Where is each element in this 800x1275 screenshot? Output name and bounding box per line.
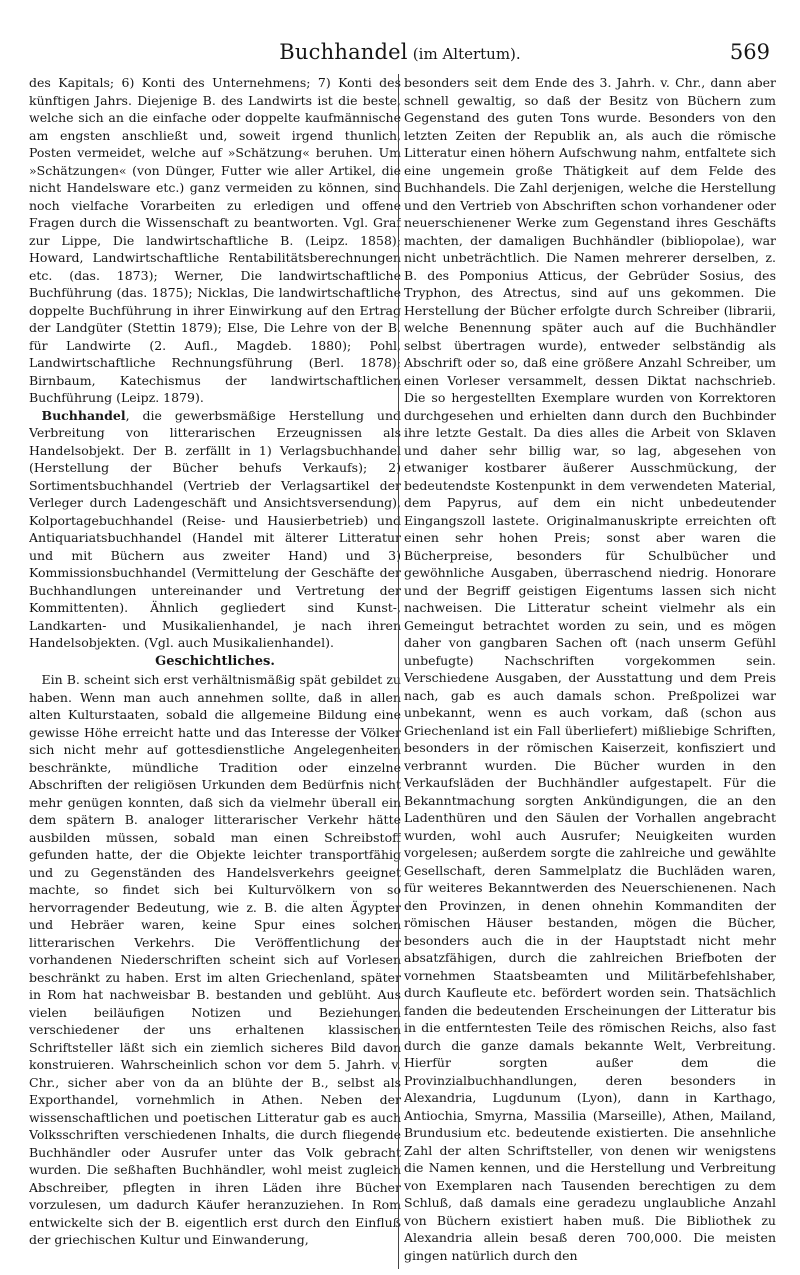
- paragraph-continuation: des Kapitals; 6) Konti des Unternehmens; 7) Konti des künftigen Jahrs. Diejenige B. des Landwirts ist die beste, welche sich an die einfache oder doppelte kaufmännische am engsten anschließt und, soweit irgend thunlich, Posten vermeidet, welche auf »Schätzung« beruhen. Um »Schätzungen« (von Dünger, Futter wie aller Artikel, die nicht Handelsware etc.) ganz vermeiden zu können, sind noch vielfache Vorarbeiten zu erledigen und offene Fragen durch die Wissenschaft zu beantworten. Vgl. Graf zur Lippe, Die landwirtschaftliche B. (Leipz. 1858); Howard, Landwirtschaftliche Rentabilitätsberechnungen etc. (das. 1873); Werner, Die landwirtschaftliche Buchführung (das. 1875); Nicklas, Die landwirtschaftliche doppelte Buchführung in ihrer Einwirkung auf den Ertrag der Landgüter (Stettin 1879); Else, Die Lehre von der B. für Landwirte (2. Aufl., Magdeb. 1880); Pohl, Landwirtschaftliche Rechnungsführung (Berl. 1878); Birnbaum, Katechismus der landwirtschaftlichen Buchführung (Leipz. 1879).: [29, 75, 401, 405]
- entry-paragraph: [29, 407, 401, 652]
- page-header: [30, 40, 770, 70]
- section-subheading: Geschichtliches.: [155, 653, 275, 669]
- left-column: [29, 74, 401, 1269]
- entry-lemma: Buchhandel: [41, 407, 126, 423]
- entry-definition: , die gewerbsmäßige Herstellung und Verbreitung von litterarischen Erzeugnissen als Handelsobjekt. Der B. zerfällt in 1) Verlagsbuchhandel (Herstellung der Bücher behufs Verkaufs); 2) Sortimentsbuchhandel (Vertrieb der Verlagsartikel der Verleger durch Ladengeschäft und Ansichtsversendung), Kolportagebuchhandel (Reise- und Hausierbetrieb) und Antiquariatsbuchhandel (Handel mit älterer Litteratur und mit Büchern aus zweiter Hand) und 3) Kommissionsbuchhandel (Vermittelung der Geschäfte der Buchhandlungen untereinander und Vertretung der Kommittenten). Ähnlich gegliedert sind Kunst-, Landkarten- und Musikalienhandel, je nach ihren Handelsobjekten. (Vgl. auch Musikalienhandel).: [29, 407, 401, 650]
- history-continuation: besonders seit dem Ende des 3. Jahrh. v. Chr., dann aber schnell gewaltig, so daß der Besitz von Büchern zum Gegenstand des guten Tons wurde. Besonders von den letzten Zeiten der Republik an, als auch die römische Litteratur einen höhern Aufschwung nahm, entfaltete sich eine ungemein große Thätigkeit auf dem Felde des Buchhandels. Die Zahl derjenigen, welche die Herstellung und den Vertrieb von Abschriften schon vorhandener oder neuerschienener Werke zum Gegenstand ihres Geschäfts machten, der damaligen Buchhändler (bibliopolae), war nicht unbeträchtlich. Die Namen mehrerer derselben, z. B. des Pomponius Atticus, der Gebrüder Sosius, des Tryphon, des Atrectus, sind auf uns gekommen. Die Herstellung der Bücher erfolgte durch Schreiber (librarii, welche Benennung später auch auf die Buchhändler selbst übertragen wurde), entweder selbständig als Abschrift oder so, daß eine größere Anzahl Schreiber, um einen Vorleser versammelt, dessen Diktat nachschrieb. Die so hergestellten Exemplare wurden von Korrektoren durchgesehen und erhielten dann durch den Buchbinder ihre letzte Gestalt. Da dies alles die Arbeit von Sklaven und daher sehr billig war, so lag, abgesehen von etwaniger kostbarer äußerer Ausschmückung, der bedeutendste Kostenpunkt in dem verwendeten Material, dem Papyrus, auf dem ein nicht unbedeutender Eingangszoll lastete. Originalmanuskripte erreichten oft einen sehr hohen Preis; sonst aber waren die Bücherpreise, besonders für Schulbücher und gewöhnliche Ausgaben, überraschend niedrig. Honorare und der Begriff geistigen Eigentums lassen sich nicht nachweisen. Die Litteratur scheint vielmehr als ein Gemeingut betrachtet worden zu sein, und es mögen daher von gangbaren Sachen oft (nach unserm Gefühl unbefugte) Nachschriften vorgekommen sein. Verschiedene Ausgaben, der Ausstattung und dem Preis nach, gab es auch damals schon. Preßpolizei war unbekannt, wenn es auch vorkam, daß (schon aus Griechenland ist ein Fall überliefert) mißliebige Schriften, besonders in der römischen Kaiserzeit, konfisziert und verbrannt wurden. Die Bücher wurden in den Verkaufsläden der Buchhändler aufgestapelt. Für die Bekanntmachung sorgten Ankündigungen, die an den Ladenthüren und den Säulen der Vorhallen angebracht wurden, wohl auch Ausrufer; Neuigkeiten wurden vorgelesen; außerdem sorgte die zahlreiche und gewählte Gesellschaft, deren Sammelplatz die Buchläden waren, für weiteres Bekanntwerden des Neuerschienenen. Nach den Provinzen, in denen ohnehin Kommanditen der römischen Häuser bestanden, mögen die Bücher, besonders auch die in der Hauptstadt nicht mehr absatzfähigen, durch die zahlreichen Briefboten der vornehmen Staatsbeamten und Militärbefehlshaber, durch Kaufleute etc. befördert worden sein. Thatsächlich fanden die bedeutenden Erscheinungen der Litteratur bis in die entferntesten Teile des römischen Reichs, also fast durch die ganze damals bekannte Welt, Verbreitung. Hierfür sorgten außer dem die Provinzialbuchhandlungen, deren besonders in Alexandria, Lugdunum (Lyon), dann in Karthago, Antiochia, Smyrna, Massilia (Marseille), Athen, Mailand, Brundusium etc. bedeutende existierten. Die ansehnliche Zahl der alten Schriftsteller, von denen wir wenigstens die Namen kennen, und die Herstellung und Verbreitung von Exemplaren nach Tausenden berechtigen zu dem Schluß, daß damals eine geradezu unglaubliche Anzahl von Büchern existiert haben muß. Die Bibliothek zu Alexandria allein besaß deren 700,000. Die meisten gingen natürlich durch den: [404, 75, 776, 1263]
- running-subtitle: (im Altertum).: [412, 45, 521, 63]
- column-divider: [398, 74, 399, 1269]
- running-title: Buchhandel: [279, 40, 408, 64]
- right-column: [404, 74, 776, 1269]
- page-number: 569: [729, 40, 770, 64]
- history-paragraph: Ein B. scheint sich erst verhältnismäßig spät gebildet zu haben. Wenn man auch annehmen sollte, daß in allen alten Kulturstaaten, sobald die allgemeine Bildung eine gewisse Höhe erreicht hatte und das Interesse der Völker sich nicht mehr auf gottesdienstliche Angelegenheiten beschränkte, mündliche Tradition oder einzelne Abschriften der religiösen Urkunden dem Bedürfnis nicht mehr genügen konnten, daß sich da vielmehr überall ein dem spätern B. analoger litterarischer Verkehr hätte ausbilden müssen, sobald man einen Schreibstoff gefunden hatte, der die Objekte leichter transportfähig und zu Gegenständen des Handelsverkehrs geeignet machte, so findet sich bei Kulturvölkern von so hervorragender Bedeutung, wie z. B. die alten Ägypter und Hebräer waren, keine Spur eines solchen litterarischen Verkehrs. Die Veröffentlichung der vorhandenen Niederschriften scheint sich auf Vorlesen beschränkt zu haben. Erst im alten Griechenland, später in Rom hat nachweisbar B. bestanden und geblüht. Aus vielen beiläufigen Notizen und Beziehungen verschiedener der uns erhaltenen klassischen Schriftsteller läßt sich ein ziemlich sicheres Bild davon konstruieren. Wahrscheinlich schon vor dem 5. Jahrh. v. Chr., sicher aber von da an blühte der B., selbst als Exporthandel, vornehmlich in Athen. Neben der wissenschaftlichen und poetischen Litteratur gab es auch Volksschriften verschiedenen Inhalts, die durch fliegende Buchhändler oder Ausrufer unter das Volk gebracht wurden. Die seßhaften Buchhändler, wohl meist zugleich Abschreiber, pflegten in ihren Läden ihre Bücher vorzulesen, um dadurch Käufer heranzuziehen. In Rom entwickelte sich der B. eigentlich erst durch den Einfluß der griechischen Kultur und Einwanderung,: [29, 672, 401, 1248]
